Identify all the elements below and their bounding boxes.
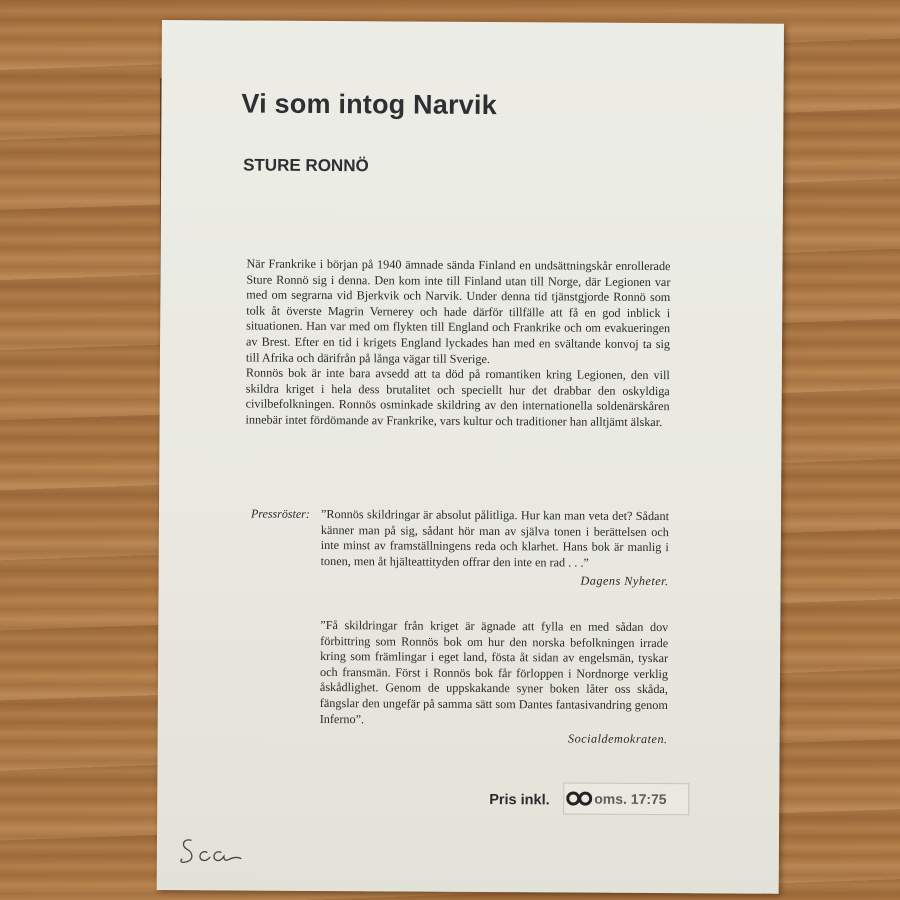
book-description [246, 257, 671, 431]
description-paragraph: Ronnös bok är inte bara avsedd att ta död på romantiken kring Legionen, den vill skildra kriget i hela dess brutalitet och speciellt hur det drabbar den oskyldiga civilbefolkningen. Ronnös osminkade skildring av den internationella soldenärskåren innebär intet fördömande av Frankrike, vars kultur och traditioner han alltjämt älskar. [245, 365, 670, 430]
sticker-price-text: oms. 17:75 [594, 790, 667, 808]
price-sticker [563, 782, 689, 815]
description-paragraph: När Frankrike i början på 1940 ämnade sända Finland en undsättningskår enrollerade Sture Ronnö sig i denna. Den kom inte till Finland utan till Norge, där Legionen var med om segrarna vid Bjerkvik och Narvik. Under denna tid tjänstgjorde Ronnö som tolk åt överste Magrin Vernerey och hade därför tillfälle att få en god inblick i situationen. Han var med om flykten till England och Frankrike och om evakueringen av Brest. Efter en tid i krigets England lyckades han med en svältande konvoj ta sig till Afrika och därifrån på långa vägar till Sverige. [245, 256, 671, 366]
book-title: Vi som intog Narvik [241, 88, 497, 121]
quote-text: ”Ronnös skildringar är absolut pålitliga. Hur kan man veta det? Sådant känner man på sig, sådant hör man av själva tonen i berättelsen och inte minst av framställningens reda och klarhet. Hans bok är manlig i tonen, men åt hjälteattityden offrar den inte en rad . . .” [320, 506, 670, 570]
book-author: STURE RONNÖ [243, 155, 369, 176]
book-back-cover [157, 20, 784, 894]
quote-text: ”Få skildringar från kriget är ägnade att fylla en med sådan dov förbittring som Ronnös bok om hur den norska befolkningen irrade kring som främlingar i eget land, fösta åt sidan av engelsmän, tyskar och fransmän. Först i Ronnös bok får förloppen i Nordnorge verklig åskådlighet. Genom de uppskakande syner boken låter oss skåda, fängslar den ungefär på samma sätt som Dantes fantasivandring genom Inferno”. [319, 617, 669, 726]
handwritten-signature [177, 832, 247, 872]
store-logo-icon [566, 788, 592, 808]
quote-source: Dagens Nyheter. [580, 573, 669, 589]
price-label: Pris inkl. [489, 792, 550, 809]
press-quote [321, 507, 669, 590]
press-quote [320, 618, 669, 748]
press-label: Pressröster: [250, 506, 310, 521]
quote-source: Socialdemokraten. [568, 731, 668, 747]
